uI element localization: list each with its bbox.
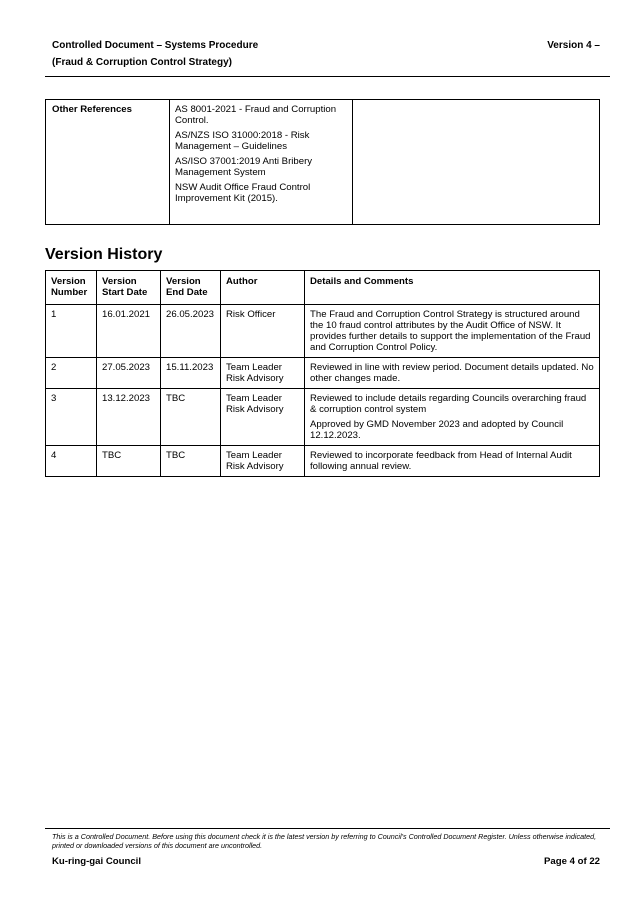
header-divider	[45, 76, 610, 77]
details-text: The Fraud and Corruption Control Strategy is structured around the 10 fraud control attributes by the Audit Office of NSW. It provides further details to support the implementation of the Fraud and Corruption Control Policy.	[310, 309, 591, 353]
details-text: Reviewed to incorporate feedback from Head of Internal Audit following annual review.	[310, 450, 572, 472]
author-cell: Team Leader Risk Advisory	[221, 358, 305, 389]
table-row	[46, 358, 600, 389]
end-date-cell: 26.05.2023	[161, 305, 221, 358]
details-text: Approved by GMD November 2023 and adopted by Council 12.12.2023.	[310, 419, 564, 441]
other-references-label: Other References	[46, 100, 170, 225]
version-number-cell: 3	[46, 389, 97, 446]
table-row	[46, 446, 600, 477]
reference-item: NSW Audit Office Fraud Control Improvement Kit (2015).	[175, 182, 311, 204]
start-date-cell: 16.01.2021	[97, 305, 161, 358]
reference-item: AS/ISO 37001:2019 Anti Bribery Management System	[175, 156, 313, 178]
document-version: Version 4 –	[547, 40, 600, 51]
empty-cell	[353, 100, 600, 225]
start-date-cell: 13.12.2023	[97, 389, 161, 446]
column-header: Version End Date	[161, 271, 221, 305]
reference-item: AS 8001-2021 - Fraud and Corruption Control.	[175, 104, 337, 126]
column-header: Details and Comments	[305, 271, 600, 305]
other-references-list	[170, 100, 353, 225]
start-date-cell: TBC	[97, 446, 161, 477]
end-date-cell: TBC	[161, 446, 221, 477]
version-number-cell: 4	[46, 446, 97, 477]
version-number-cell: 1	[46, 305, 97, 358]
version-history-table	[45, 270, 600, 477]
section-title: Version History	[45, 246, 163, 263]
column-header: Version Start Date	[97, 271, 161, 305]
other-references-table	[45, 99, 600, 225]
column-header: Version Number	[46, 271, 97, 305]
page-footer	[52, 856, 600, 867]
table-header-row	[46, 271, 600, 305]
author-cell: Team Leader Risk Advisory	[221, 446, 305, 477]
page-number: Page 4 of 22	[544, 856, 600, 867]
details-text: Reviewed to include details regarding Councils overarching fraud & corruption control system	[310, 393, 587, 415]
details-cell	[305, 358, 600, 389]
details-cell	[305, 305, 600, 358]
table-row	[46, 305, 600, 358]
page-header	[52, 40, 600, 68]
end-date-cell: 15.11.2023	[161, 358, 221, 389]
column-header: Author	[221, 271, 305, 305]
end-date-cell: TBC	[161, 389, 221, 446]
controlled-document-note: This is a Controlled Document. Before using this document check it is the latest version by referring to Council’s Controlled Document Register. Unless otherwise indicated, printed or downloaded versions of this document are uncontrolled.	[52, 832, 597, 850]
details-cell	[305, 389, 600, 446]
reference-item: AS/NZS ISO 31000:2018 - Risk Management – Guidelines	[175, 130, 310, 152]
table-row	[46, 389, 600, 446]
table-row	[46, 100, 600, 225]
author-cell: Team Leader Risk Advisory	[221, 389, 305, 446]
details-text: Reviewed in line with review period. Document details updated. No other changes made.	[310, 362, 594, 384]
organisation-name: Ku-ring-gai Council	[52, 856, 141, 867]
details-cell	[305, 446, 600, 477]
footer-divider	[45, 828, 610, 829]
start-date-cell: 27.05.2023	[97, 358, 161, 389]
document-type: Controlled Document – Systems Procedure	[52, 40, 259, 51]
author-cell: Risk Officer	[221, 305, 305, 358]
version-number-cell: 2	[46, 358, 97, 389]
document-subtitle: (Fraud & Corruption Control Strategy)	[52, 57, 232, 68]
